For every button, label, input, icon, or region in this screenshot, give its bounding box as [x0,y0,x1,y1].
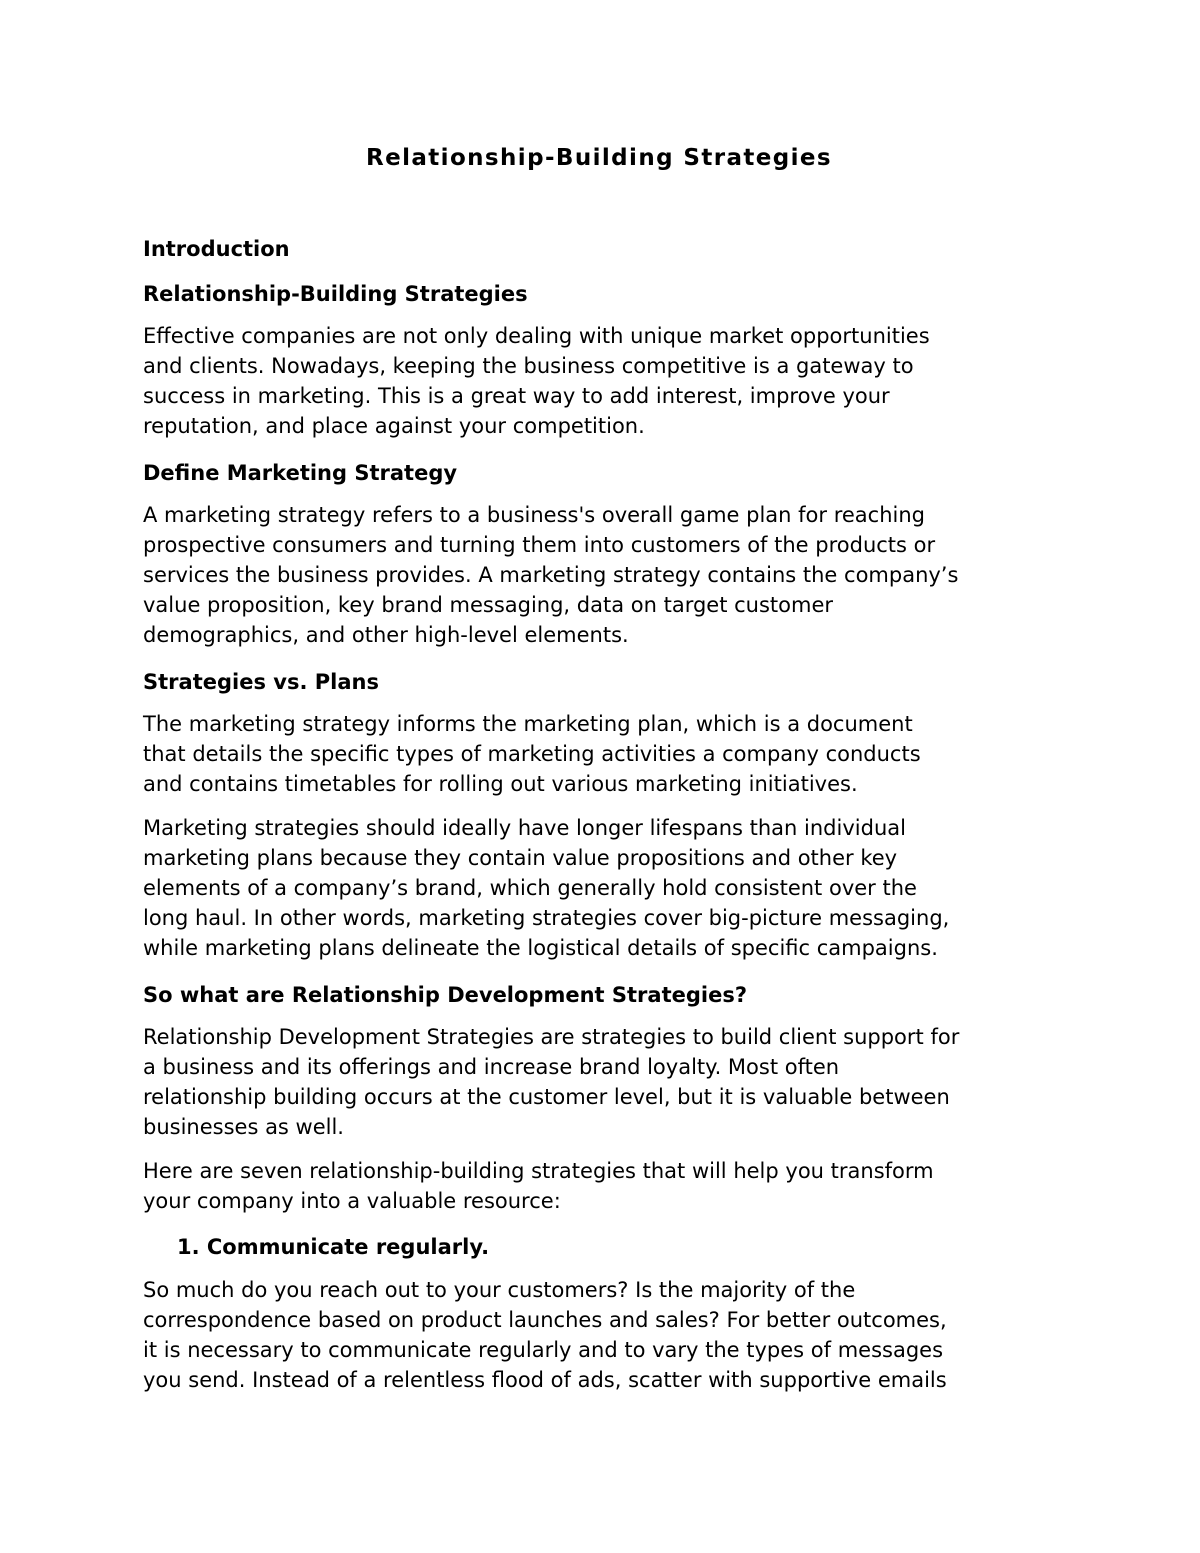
introduction-heading: Introduction [143,237,290,261]
section-heading-define-marketing-strategy: Define Marketing Strategy [143,461,458,485]
document-title: Relationship-Building Strategies [365,145,833,171]
section-heading-relationship-building: Relationship-Building Strategies [143,282,528,306]
paragraph-effective-companies: Effective companies are not only dealing with unique market opportunities and clients. Nowadays, keeping the business competitive is a gateway to success in marketing. This is a great way to add interest, improve your reputation, and place against your competition. [143,324,930,438]
paragraph-communicate-regularly: So much do you reach out to your customers? Is the majority of the correspondence based on product launches and sales? For better outcomes, it is necessary to communicate regularly and to vary the types of messages you send. Instead of a relentless flood of ads, scatter with supportive emails [143,1278,947,1392]
paragraph-marketing-strategy-definition: A marketing strategy refers to a business's overall game plan for reaching prospective consumers and turning them into customers of the products or services the business provides. A marketing strategy contains the company’s value proposition, key brand messaging, data on target customer demographics, and other high-level elements. [143,503,959,647]
paragraph-seven-strategies-intro: Here are seven relationship-building strategies that will help you transform your company into a valuable resource: [143,1159,934,1213]
section-heading-relationship-development: So what are Relationship Development Strategies? [143,983,748,1007]
paragraph-strategy-informs-plan: The marketing strategy informs the marketing plan, which is a document that details the specific types of marketing activities a company conducts and contains timetables for rolling out various marketing initiatives. [143,712,921,796]
section-heading-strategies-vs-plans: Strategies vs. Plans [143,670,379,694]
paragraph-relationship-development-definition: Relationship Development Strategies are strategies to build client support for a business and its offerings and increase brand loyalty. Most often relationship building occurs at the customer level, but it is valuable between businesses as well. [143,1025,960,1139]
paragraph-strategy-lifespans: Marketing strategies should ideally have longer lifespans than individual marketing plans because they contain value propositions and other key elements of a company’s brand, which generally hold consistent over the long haul. In other words, marketing strategies cover big-picture messaging, while marketing plans delineate the logistical details of specific campaigns. [143,816,950,960]
document-body [143,231,1073,1409]
list-item-heading-communicate: 1. Communicate regularly. [177,1235,490,1259]
